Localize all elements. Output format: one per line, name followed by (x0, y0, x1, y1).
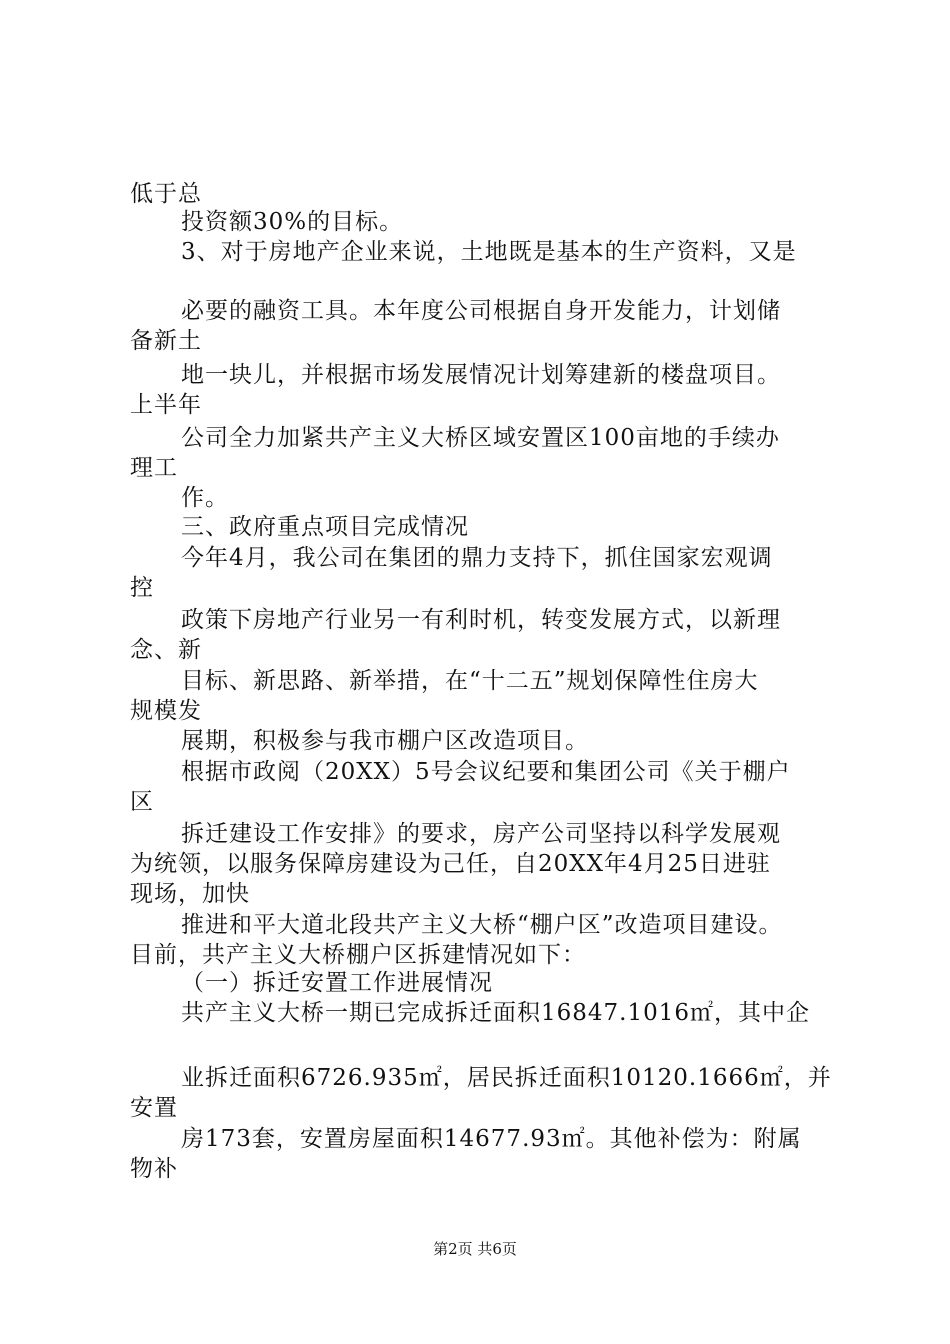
subsection-heading: （一）拆迁安置工作进展情况 (181, 970, 493, 996)
body-line: 必要的融资工具。本年度公司根据自身开发能力，计划储 (181, 298, 781, 324)
body-line: 3、对于房地产企业来说，土地既是基本的生产资料，又是 (181, 239, 797, 265)
body-line: 目前，共产主义大桥棚户区拆建情况如下： (130, 942, 586, 968)
body-line: 区 (130, 789, 154, 815)
body-line: 业拆迁面积6726.935㎡，居民拆迁面积10120.1666㎡，并 (181, 1065, 832, 1091)
body-line: 公司全力加紧共产主义大桥区域安置区100亩地的手续办 (181, 425, 780, 451)
body-line: 备新土 (130, 328, 202, 354)
body-line: 控 (130, 575, 154, 601)
body-line: 物补 (130, 1156, 178, 1182)
body-line: 安置 (130, 1095, 178, 1121)
body-line: 为统领，以服务保障房建设为己任，自20XX年4月25日进驻 (130, 851, 771, 877)
body-line: 目标、新思路、新举措，在“十二五”规划保障性住房大 (181, 668, 759, 694)
body-line: 展期，积极参与我市棚户区改造项目。 (181, 728, 589, 754)
body-line: 规模发 (130, 698, 202, 724)
body-line: 房173套，安置房屋面积14677.93㎡。其他补偿为：附属 (181, 1126, 802, 1152)
body-line: 政策下房地产行业另一有利时机，转变发展方式，以新理 (181, 607, 781, 633)
body-line: 推进和平大道北段共产主义大桥“棚户区”改造项目建设。 (181, 912, 783, 938)
body-line: 地一块儿，并根据市场发展情况计划筹建新的楼盘项目。 (181, 362, 781, 388)
body-line: 低于总 (130, 181, 202, 207)
body-line: 作。 (181, 485, 229, 511)
body-line: 根据市政阅（20XX）5号会议纪要和集团公司《关于棚户 (181, 759, 791, 785)
body-line: 投资额30%的目标。 (181, 209, 404, 235)
page-number-footer: 第2页 共6页 (433, 1240, 517, 1258)
body-line: 念、新 (130, 637, 202, 663)
body-line: 现场，加快 (130, 881, 250, 907)
body-line: 理工 (130, 455, 178, 481)
section-heading: 三、政府重点项目完成情况 (181, 514, 469, 540)
body-line: 共产主义大桥一期已完成拆迁面积16847.1016㎡，其中企 (181, 1000, 811, 1026)
body-line: 今年4月，我公司在集团的鼎力支持下，抓住国家宏观调 (181, 545, 773, 571)
body-line: 拆迁建设工作安排》的要求，房产公司坚持以科学发展观 (181, 821, 781, 847)
body-line: 上半年 (130, 392, 202, 418)
